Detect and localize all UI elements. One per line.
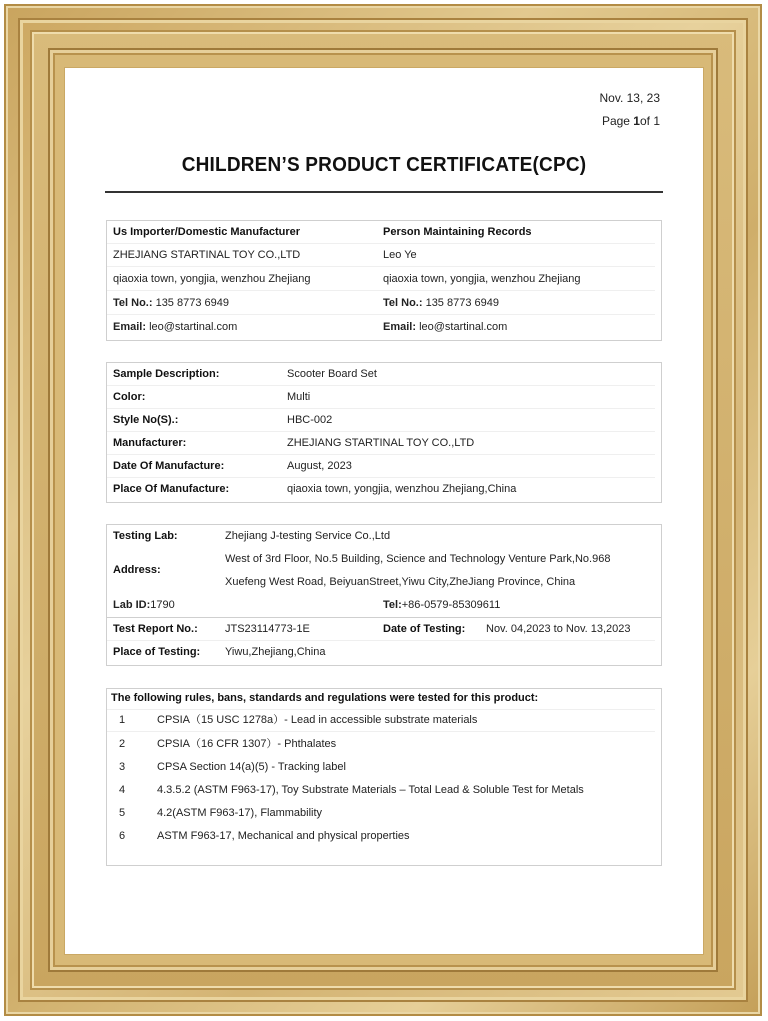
address-row: [107, 268, 661, 291]
rule-item: [107, 733, 661, 756]
records-heading: Person Maintaining Records: [383, 226, 532, 238]
importer-address: qiaoxia town, yongjia, wenzhou Zhejiang: [113, 273, 311, 285]
sample-section: [106, 362, 662, 503]
sample-value: August, 2023: [287, 460, 352, 472]
importer-tel: [113, 292, 229, 315]
document-date: Nov. 13, 23: [599, 91, 660, 105]
lab-id-value: 1790: [150, 599, 175, 611]
rule-text: CPSIA（16 CFR 1307）- Phthalates: [157, 738, 337, 750]
importer-email-value: leo@startinal.com: [146, 321, 238, 333]
rule-number: 1: [119, 714, 126, 726]
certificate-document: [64, 67, 704, 955]
sample-row: [107, 386, 661, 409]
rule-item: [107, 756, 661, 779]
sample-value: Scooter Board Set: [287, 368, 377, 380]
tel-row: [107, 292, 661, 315]
rule-number: 4: [119, 784, 126, 796]
document-title: CHILDREN’S PRODUCT CERTIFICATE(CPC): [181, 154, 587, 177]
testing-place-value: Yiwu,Zhejiang,China: [225, 646, 326, 658]
records-tel-label: Tel No.:: [383, 297, 423, 309]
importer-heading: Us Importer/Domestic Manufacturer: [113, 226, 301, 238]
testing-place-row: [107, 641, 661, 664]
rule-text: CPSIA（15 USC 1278a）- Lead in accessible substrate materials: [157, 714, 478, 726]
rule-number: 5: [119, 807, 126, 819]
rule-text: ASTM F963-17, Mechanical and physical properties: [157, 830, 410, 842]
sample-label: Manufacturer:: [113, 437, 187, 449]
test-report-label: Test Report No.:: [113, 623, 198, 635]
records-email: [383, 316, 507, 339]
importer-email-label: Email:: [113, 321, 147, 333]
lab-address-line2: Xuefeng West Road, BeiyuanStreet,Yiwu City,ZheJiang Province, China: [225, 576, 576, 588]
rule-item: [107, 779, 661, 802]
rules-heading-row: [107, 687, 661, 710]
lab-address-row: [107, 548, 661, 594]
lab-name-value: Zhejiang J-testing Service Co.,Ltd: [225, 530, 391, 542]
lab-id-row: [107, 594, 661, 618]
records-email-value: leo@startinal.com: [416, 321, 508, 333]
sample-label: Date Of Manufacture:: [113, 460, 225, 472]
sample-row: [107, 478, 661, 501]
rule-text: CPSA Section 14(a)(5) - Tracking label: [157, 761, 346, 773]
sample-label: Color:: [113, 391, 146, 403]
section-header-row: [107, 221, 661, 244]
sample-value: Multi: [287, 391, 311, 403]
lab-address-line1: West of 3rd Floor, No.5 Building, Science and Technology Venture Park,No.968: [225, 553, 611, 565]
records-name: Leo Ye: [383, 249, 417, 261]
records-tel: [383, 292, 499, 315]
rules-heading: The following rules, bans, standards and regulations were tested for this product:: [111, 692, 539, 704]
records-tel-value: 135 8773 6949: [422, 297, 499, 309]
rule-number: 3: [119, 761, 126, 773]
lab-name-row: [107, 525, 661, 548]
sample-label: Sample Description:: [113, 368, 220, 380]
test-report-value: JTS23114773-1E: [225, 623, 310, 635]
sample-label: Place Of Manufacture:: [113, 483, 230, 495]
records-address: qiaoxia town, yongjia, wenzhou Zhejiang: [383, 273, 581, 285]
lab-id: [113, 594, 175, 617]
lab-id-label: Lab ID:: [113, 599, 151, 611]
rule-text: 4.2(ASTM F963-17), Flammability: [157, 807, 323, 819]
lab-tel-value: +86-0579-85309611: [401, 599, 501, 611]
importer-tel-label: Tel No.:: [113, 297, 153, 309]
sample-row: [107, 409, 661, 432]
importer-records-section: [106, 220, 662, 341]
rule-number: 6: [119, 830, 126, 842]
page-current: 1: [633, 114, 640, 128]
lab-tel-label: Tel:: [383, 599, 402, 611]
importer-tel-value: 135 8773 6949: [152, 297, 229, 309]
rule-item: [107, 825, 661, 848]
test-report-row: [107, 618, 661, 641]
sample-row: [107, 455, 661, 478]
sample-value: HBC-002: [287, 414, 333, 426]
page-prefix: Page: [601, 114, 634, 128]
sample-value: qiaoxia town, yongjia, wenzhou Zhejiang,China: [287, 483, 517, 495]
testing-place-label: Place of Testing:: [113, 646, 201, 658]
email-row: [107, 316, 661, 339]
lab-tel: [383, 594, 500, 617]
page-number: [602, 114, 660, 128]
sample-label: Style No(S).:: [113, 414, 179, 426]
title-divider: [105, 191, 663, 193]
rule-item: [107, 802, 661, 825]
rule-item: [107, 709, 661, 732]
importer-name: ZHEJIANG STARTINAL TOY CO.,LTD: [113, 249, 301, 261]
sample-row: [107, 432, 661, 455]
importer-email: [113, 316, 237, 339]
rule-number: 2: [119, 738, 126, 750]
records-email-label: Email:: [383, 321, 417, 333]
testing-date-value: Nov. 04,2023 to Nov. 13,2023: [486, 623, 631, 635]
name-row: [107, 244, 661, 267]
sample-value: ZHEJIANG STARTINAL TOY CO.,LTD: [287, 437, 475, 449]
testing-lab-section: [106, 524, 662, 666]
testing-date-label: Date of Testing:: [383, 623, 466, 635]
rule-text: 4.3.5.2 (ASTM F963-17), Toy Substrate Materials – Total Lead & Soluble Test for Metals: [157, 784, 584, 796]
sample-row: [107, 363, 661, 386]
lab-address-label: Address:: [113, 564, 161, 576]
rules-section: [106, 688, 662, 866]
lab-name-label: Testing Lab:: [113, 530, 178, 542]
page-suffix: of 1: [639, 114, 660, 128]
